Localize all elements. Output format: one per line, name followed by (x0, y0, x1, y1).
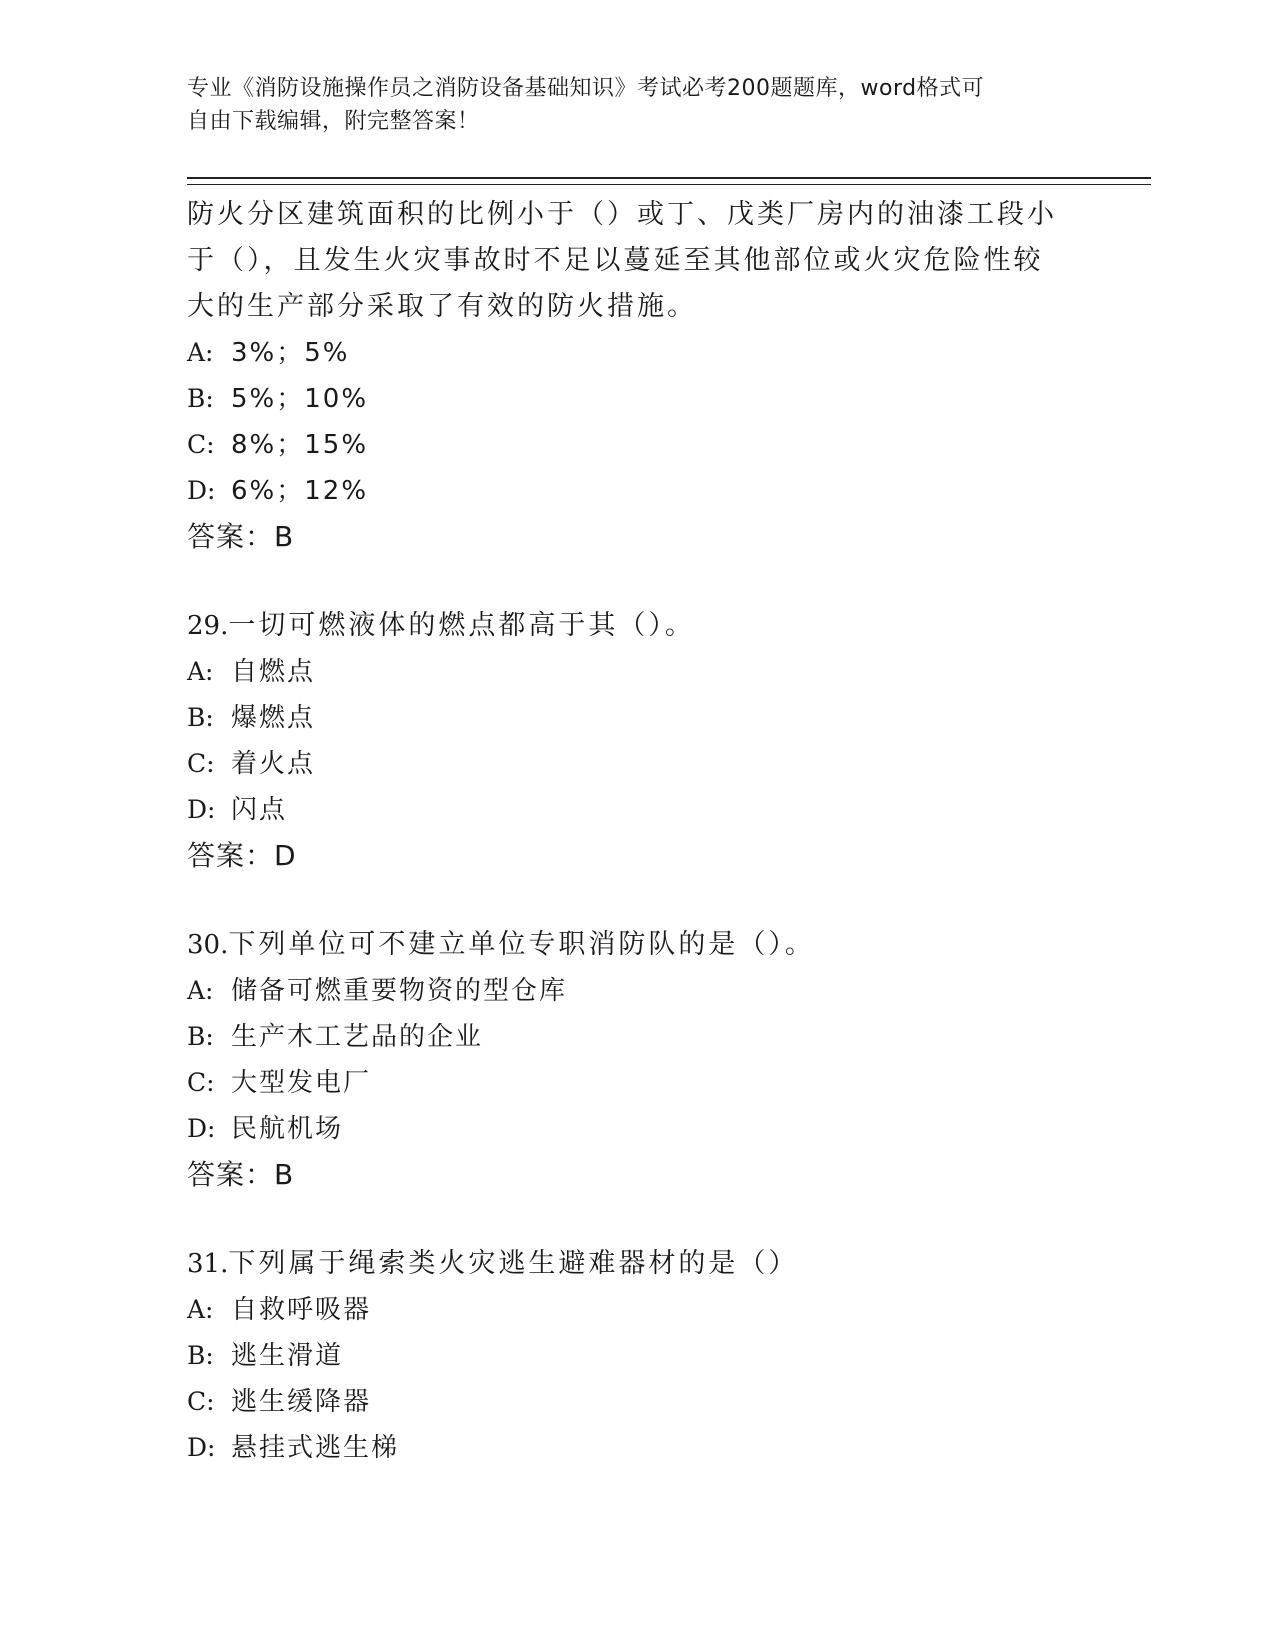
option-c (187, 422, 1067, 468)
question-number: 30. (187, 930, 229, 960)
option-text: 3%；5% (231, 338, 350, 368)
option-key: C: (187, 1387, 215, 1416)
option-c (187, 1060, 1067, 1106)
option-key: A: (187, 1295, 214, 1324)
question-stem: 防火分区建筑面积的比例小于（）或丁、戊类厂房内的油漆工段小于（），且发生火灾事故时不足以蔓延至其他部位或火灾危险性较大的生产部分采取了有效的防火措施。 (187, 199, 1057, 322)
option-text: 悬挂式逃生梯 (231, 1433, 400, 1463)
header-line-2: 自由下载编辑，附完整答案！ (187, 109, 480, 134)
spacer (187, 1198, 1067, 1241)
option-b (187, 376, 1067, 422)
header-divider-thin (187, 184, 1151, 185)
option-text: 逃生滑道 (231, 1341, 344, 1371)
option-key: D: (187, 1433, 216, 1462)
option-key: A: (187, 976, 214, 1005)
question-text: 下列单位可不建立单位专职消防队的是（）。 (228, 929, 815, 960)
question-text: 一切可燃液体的燃点都高于其（）。 (228, 610, 695, 641)
option-text: 生产木工艺品的企业 (231, 1022, 484, 1052)
option-key: A: (187, 657, 214, 686)
option-a (187, 968, 1067, 1014)
option-text: 8%；15% (231, 430, 369, 460)
option-d (187, 1106, 1067, 1152)
option-key: B: (187, 384, 214, 413)
document-header (187, 72, 1067, 138)
option-key: D: (187, 1114, 216, 1143)
option-c (187, 741, 1067, 787)
question-stem (187, 1241, 1067, 1287)
question-number: 29. (187, 611, 229, 641)
option-a (187, 649, 1067, 695)
option-text: 爆燃点 (231, 703, 316, 733)
option-key: C: (187, 749, 215, 778)
question-stem (187, 603, 1067, 649)
option-c (187, 1379, 1067, 1425)
header-line-1: 专业《消防设施操作员之消防设备基础知识》考试必考200题题库，word格式可 (187, 76, 985, 101)
option-text: 自燃点 (231, 657, 316, 687)
option-a (187, 1287, 1067, 1333)
option-key: C: (187, 430, 215, 459)
option-key: A: (187, 338, 214, 367)
header-divider-thick (187, 177, 1151, 179)
option-text: 自救呼吸器 (231, 1295, 372, 1325)
option-key: B: (187, 1022, 214, 1051)
option-key: B: (187, 703, 214, 732)
option-text: 6%；12% (231, 476, 369, 506)
question-number: 31. (187, 1249, 229, 1279)
option-text: 大型发电厂 (231, 1068, 372, 1098)
option-text: 着火点 (231, 749, 316, 779)
spacer (187, 560, 1067, 603)
option-a (187, 330, 1067, 376)
answer-line: 答案：D (187, 839, 297, 872)
answer-line: 答案：B (187, 1158, 295, 1191)
question-29 (187, 603, 1067, 879)
option-d (187, 1425, 1067, 1471)
option-key: C: (187, 1068, 215, 1097)
option-text: 逃生缓降器 (231, 1387, 372, 1417)
option-key: D: (187, 476, 216, 505)
answer-line: 答案：B (187, 520, 295, 553)
option-b (187, 1333, 1067, 1379)
option-d (187, 787, 1067, 833)
question-stem (187, 922, 1067, 968)
question-30 (187, 922, 1067, 1198)
option-text: 储备可燃重要物资的型仓库 (231, 976, 568, 1006)
option-d (187, 468, 1067, 514)
option-text: 民航机场 (231, 1114, 344, 1144)
option-b (187, 1014, 1067, 1060)
question-list (187, 192, 1067, 1471)
question-31 (187, 1241, 1067, 1471)
option-key: B: (187, 1341, 214, 1370)
spacer (187, 879, 1067, 922)
option-b (187, 695, 1067, 741)
option-key: D: (187, 795, 216, 824)
option-text: 5%；10% (231, 384, 369, 414)
question-text: 下列属于绳索类火灾逃生避难器材的是（） (228, 1248, 799, 1279)
question-28 (187, 192, 1067, 560)
option-text: 闪点 (231, 795, 288, 825)
